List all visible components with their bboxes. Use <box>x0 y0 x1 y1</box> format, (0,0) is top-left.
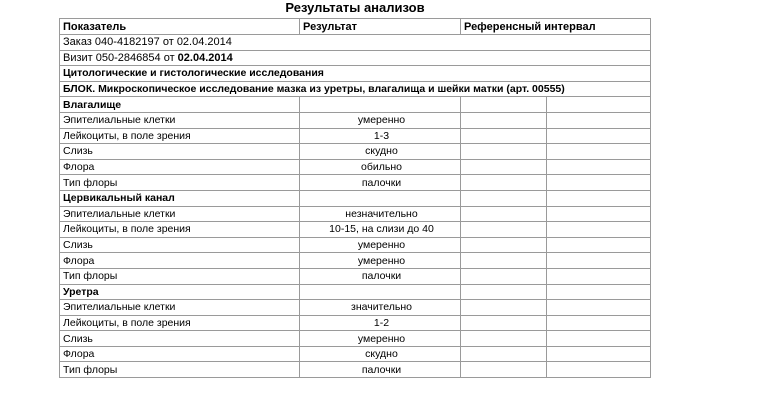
reference-cell <box>461 128 547 144</box>
reference-cell <box>461 237 547 253</box>
reference-cell <box>547 222 651 238</box>
order-label: Заказ <box>63 36 92 49</box>
table-row <box>60 206 651 222</box>
result-value: умеренно <box>300 112 461 128</box>
group-title: Влагалище <box>60 97 300 113</box>
order-info <box>60 35 651 51</box>
page-title: Результаты анализов <box>285 0 425 15</box>
reference-cell <box>461 362 547 378</box>
order-number: 040-4182197 <box>94 36 160 49</box>
results-table <box>59 18 651 378</box>
empty-cell <box>461 284 547 300</box>
table-row <box>60 253 651 269</box>
empty-cell <box>461 97 547 113</box>
header-indicator: Показатель <box>60 19 300 35</box>
result-value: 10-15, на слизи до 40 <box>300 222 461 238</box>
order-from: от <box>162 36 174 49</box>
reference-cell <box>547 237 651 253</box>
indicator-name: Флора <box>60 253 300 269</box>
indicator-name: Лейкоциты, в поле зрения <box>60 222 300 238</box>
reference-cell <box>461 206 547 222</box>
block-title: БЛОК. Микроскопическое исследование мазка из уретры, влагалища и шейки матки (арт. 00555) <box>60 81 651 97</box>
indicator-name: Тип флоры <box>60 175 300 191</box>
reference-cell <box>461 268 547 284</box>
table-row <box>60 300 651 316</box>
indicator-name: Флора <box>60 159 300 175</box>
reference-cell <box>461 331 547 347</box>
result-value: 1-3 <box>300 128 461 144</box>
indicator-name: Эпителиальные клетки <box>60 300 300 316</box>
visit-number: 050-2846854 <box>95 51 161 64</box>
result-value: скудно <box>300 144 461 160</box>
indicator-name: Лейкоциты, в поле зрения <box>60 128 300 144</box>
table-row <box>60 222 651 238</box>
empty-cell <box>461 190 547 206</box>
reference-cell <box>547 331 651 347</box>
group-title: Уретра <box>60 284 300 300</box>
order-date: 02.04.2014 <box>176 36 232 49</box>
table-row <box>60 315 651 331</box>
table-row <box>60 144 651 160</box>
indicator-name: Слизь <box>60 237 300 253</box>
empty-cell <box>547 284 651 300</box>
table-row <box>60 331 651 347</box>
header-reference: Референсный интервал <box>461 19 651 35</box>
indicator-name: Эпителиальные клетки <box>60 112 300 128</box>
table-header-row <box>60 19 651 35</box>
indicator-name: Тип флоры <box>60 362 300 378</box>
empty-cell <box>300 284 461 300</box>
visit-date: 02.04.2014 <box>177 51 233 64</box>
result-value: скудно <box>300 346 461 362</box>
empty-cell <box>547 97 651 113</box>
indicator-name: Слизь <box>60 144 300 160</box>
indicator-name: Слизь <box>60 331 300 347</box>
reference-cell <box>547 112 651 128</box>
reference-cell <box>461 315 547 331</box>
result-value: умеренно <box>300 237 461 253</box>
reference-cell <box>547 144 651 160</box>
reference-cell <box>461 112 547 128</box>
header-result: Результат <box>300 19 461 35</box>
empty-cell <box>300 97 461 113</box>
order-row <box>60 35 651 51</box>
table-row <box>60 268 651 284</box>
indicator-name: Флора <box>60 346 300 362</box>
section-row <box>60 66 651 82</box>
reference-cell <box>461 346 547 362</box>
reference-cell <box>547 128 651 144</box>
table-row <box>60 159 651 175</box>
result-value: палочки <box>300 268 461 284</box>
result-value: палочки <box>300 362 461 378</box>
reference-cell <box>461 300 547 316</box>
empty-cell <box>547 190 651 206</box>
reference-cell <box>461 222 547 238</box>
table-row <box>60 128 651 144</box>
reference-cell <box>547 300 651 316</box>
block-row <box>60 81 651 97</box>
indicator-name: Эпителиальные клетки <box>60 206 300 222</box>
table-row <box>60 112 651 128</box>
reference-cell <box>461 144 547 160</box>
group-title: Цервикальный канал <box>60 190 300 206</box>
reference-cell <box>547 253 651 269</box>
result-value: 1-2 <box>300 315 461 331</box>
visit-row <box>60 50 651 66</box>
reference-cell <box>461 175 547 191</box>
reference-cell <box>547 362 651 378</box>
result-value: незначительно <box>300 206 461 222</box>
indicator-name: Тип флоры <box>60 268 300 284</box>
reference-cell <box>547 206 651 222</box>
reference-cell <box>547 268 651 284</box>
table-row <box>60 175 651 191</box>
result-value: палочки <box>300 175 461 191</box>
reference-cell <box>547 346 651 362</box>
reference-cell <box>547 315 651 331</box>
result-value: обильно <box>300 159 461 175</box>
table-row <box>60 346 651 362</box>
section-title: Цитологические и гистологические исследования <box>60 66 651 82</box>
table-row <box>60 237 651 253</box>
group-row <box>60 97 651 113</box>
group-row <box>60 284 651 300</box>
visit-label: Визит <box>63 51 93 64</box>
group-row <box>60 190 651 206</box>
visit-from: от <box>163 51 175 64</box>
reference-cell <box>461 159 547 175</box>
reference-cell <box>547 159 651 175</box>
empty-cell <box>300 190 461 206</box>
result-value: умеренно <box>300 253 461 269</box>
result-value: умеренно <box>300 331 461 347</box>
reference-cell <box>461 253 547 269</box>
indicator-name: Лейкоциты, в поле зрения <box>60 315 300 331</box>
result-value: значительно <box>300 300 461 316</box>
table-row <box>60 362 651 378</box>
reference-cell <box>547 175 651 191</box>
visit-info <box>60 50 651 66</box>
